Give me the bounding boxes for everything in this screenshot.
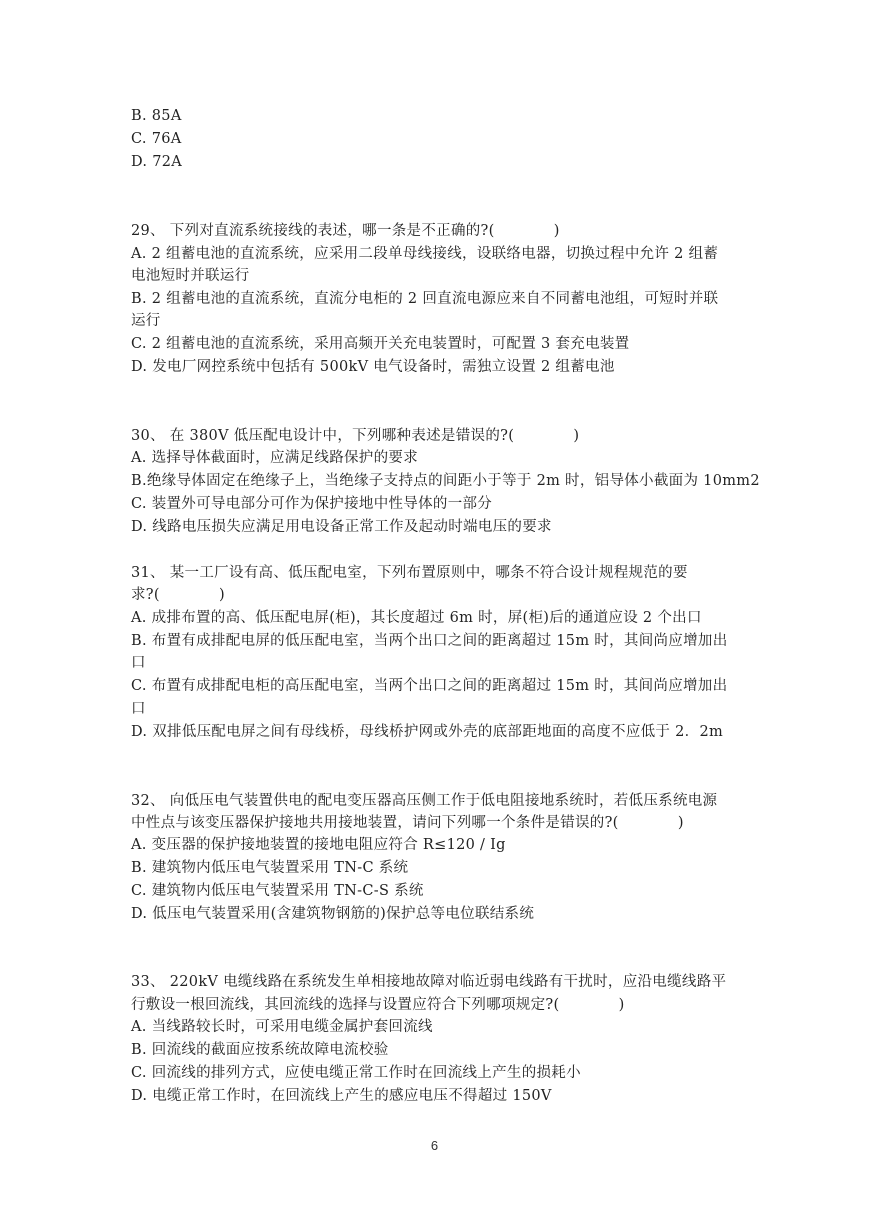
option-b: B. 回流线的截面应按系统故障电流校验: [131, 1042, 389, 1058]
option-c: C. 回流线的排列方式，应使电缆正常工作时在回流线上产生的损耗小: [131, 1065, 581, 1081]
option-c: C. 装置外可导电部分可作为保护接地中性导体的一部分: [131, 496, 493, 512]
option-b: B. 2 组蓄电池的直流系统，直流分电柜的 2 回直流电源应来自不同蓄电池组，可短时并联: [131, 291, 719, 307]
question-stem-continued: 中性点与该变压器保护接地共用接地装置，请问下列哪一个条件是错误的?( ): [131, 815, 684, 831]
question-stem-continued: 行敷设一根回流线，其回流线的选择与设置应符合下列哪项规定?( ): [131, 997, 625, 1013]
option-b: B. 85A: [131, 108, 182, 124]
option-a: A. 选择导体截面时，应满足线路保护的要求: [131, 450, 418, 466]
option-b-continued: 运行: [131, 313, 161, 329]
option-d: D. 发电厂网控系统中包括有 500kV 电气设备时，需独立设置 2 组蓄电池: [131, 359, 615, 375]
question-stem: 31、 某一工厂设有高、低压配电室，下列布置原则中，哪条不符合设计规程规范的要: [131, 565, 688, 581]
option-a: A. 成排布置的高、低压配电屏(柜)，其长度超过 6m 时，屏(柜)后的通道应设 2 个出口: [131, 610, 702, 626]
option-b-continued: 口: [131, 655, 146, 671]
option-c: C. 建筑物内低压电气装置采用 TN-C-S 系统: [131, 883, 424, 899]
question-stem: 33、 220kV 电缆线路在系统发生单相接地故障对临近弱电线路有干扰时，应沿电缆线路平: [131, 974, 727, 990]
option-d: D. 线路电压损失应满足用电设备正常工作及起动时端电压的要求: [131, 519, 552, 535]
option-d: D. 72A: [131, 154, 183, 170]
question-stem: 30、 在 380V 低压配电设计中，下列哪种表述是错误的?( ): [131, 428, 580, 444]
option-d: D. 低压电气装置采用(含建筑物钢筋的)保护总等电位联结系统: [131, 906, 535, 922]
option-c-continued: 口: [131, 701, 146, 717]
option-c: C. 76A: [131, 131, 182, 147]
option-b: B. 布置有成排配电屏的低压配电室，当两个出口之间的距离超过 15m 时，其间尚应增加出: [131, 633, 728, 649]
option-a: A. 2 组蓄电池的直流系统，应采用二段单母线接线，设联络电器，切换过程中允许 2 组蓄: [131, 246, 719, 262]
option-d: D. 电缆正常工作时，在回流线上产生的感应电压不得超过 150V: [131, 1088, 552, 1104]
option-d: D. 双排低压配电屏之间有母线桥，母线桥护网或外壳的底部距地面的高度不应低于 2．2m: [131, 724, 724, 740]
question-stem-continued: 求?( ): [131, 587, 225, 603]
option-a-continued: 电池短时并联运行: [131, 268, 250, 284]
option-a: A. 变压器的保护接地装置的接地电阻应符合 R≤120 / Ig: [131, 837, 506, 853]
option-c: C. 布置有成排配电柜的高压配电室，当两个出口之间的距离超过 15m 时，其间尚应增加出: [131, 678, 728, 694]
option-b: B.绝缘导体固定在绝缘子上，当绝缘子支持点的间距小于等于 2m 时，铝导体小截面为 10mm2: [131, 473, 760, 489]
option-b: B. 建筑物内低压电气装置采用 TN-C 系统: [131, 860, 409, 876]
question-stem: 29、 下列对直流系统接线的表述，哪一条是不正确的?( ): [131, 223, 560, 239]
page-number: 6: [430, 1138, 439, 1153]
option-c: C. 2 组蓄电池的直流系统，采用高频开关充电装置时，可配置 3 套充电装置: [131, 336, 630, 352]
option-a: A. 当线路较长时，可采用电缆金属护套回流线: [131, 1019, 433, 1035]
question-stem: 32、 向低压电气装置供电的配电变压器高压侧工作于低电阻接地系统时，若低压系统电源: [131, 793, 718, 809]
